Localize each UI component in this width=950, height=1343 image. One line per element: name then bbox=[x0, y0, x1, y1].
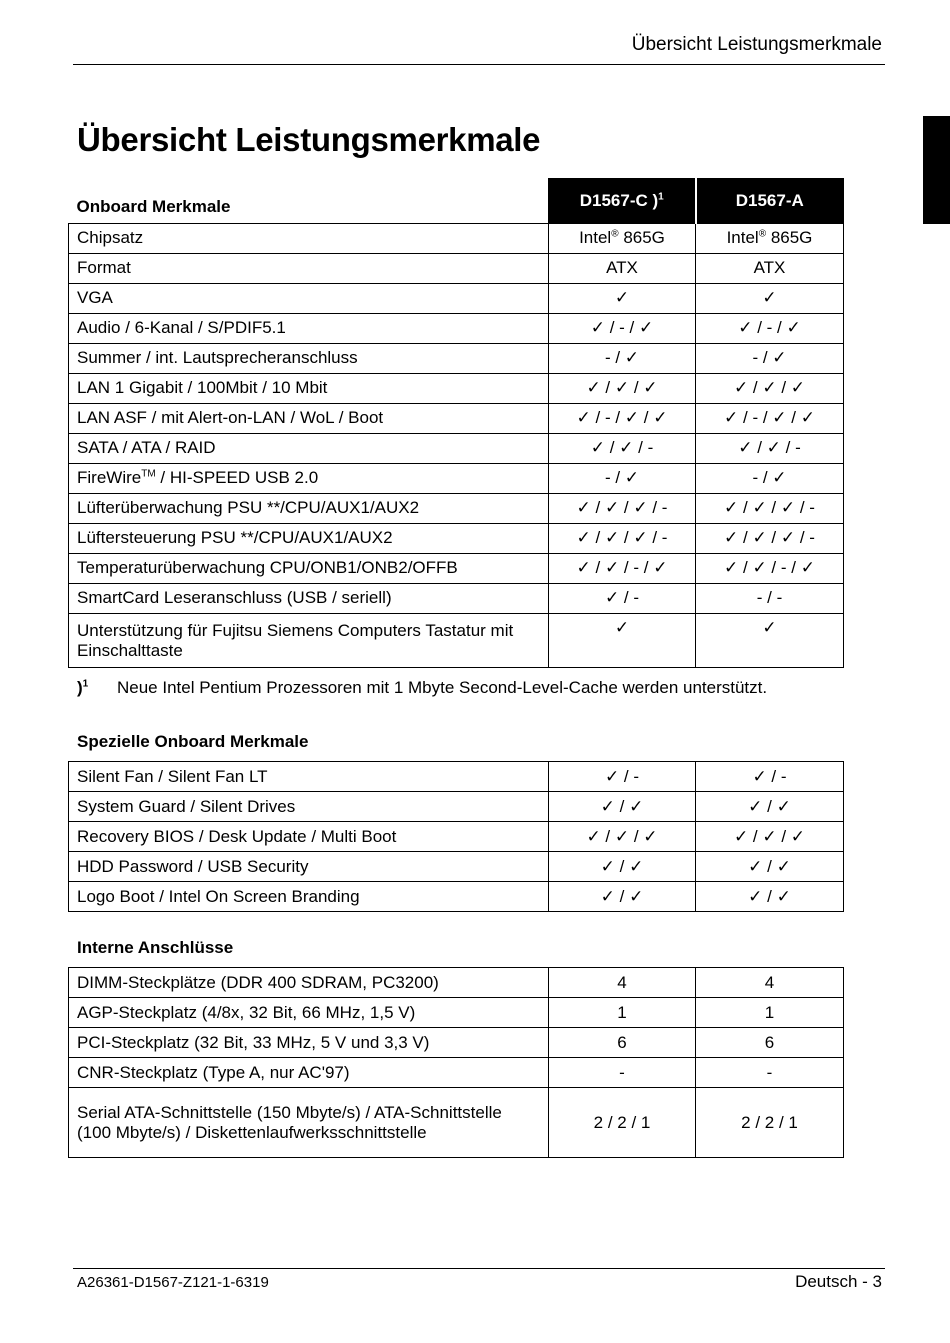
onboard-features-table bbox=[68, 178, 844, 668]
table-row bbox=[69, 223, 844, 253]
feature-cell: HDD Password / USB Security bbox=[69, 852, 549, 882]
footnote-text: Neue Intel Pentium Prozessoren mit 1 Mbyte Second-Level-Cache werden unterstützt. bbox=[117, 678, 768, 697]
value-d1567-c-cell: ✓ / - bbox=[549, 762, 696, 792]
feature-cell: Summer / int. Lautsprecheranschluss bbox=[69, 343, 549, 373]
table-header-row bbox=[69, 179, 844, 224]
value-d1567-c-cell: Intel® 865G bbox=[549, 223, 696, 253]
feature-cell: Logo Boot / Intel On Screen Branding bbox=[69, 882, 549, 912]
feature-cell: Lüftersteuerung PSU **/CPU/AUX1/AUX2 bbox=[69, 523, 549, 553]
value-d1567-a-cell: ✓ / ✓ bbox=[696, 852, 844, 882]
table-row bbox=[69, 792, 844, 822]
table-row bbox=[69, 1088, 844, 1158]
value-d1567-c-cell: ✓ / - / ✓ bbox=[549, 313, 696, 343]
feature-cell: LAN 1 Gigabit / 100Mbit / 10 Mbit bbox=[69, 373, 549, 403]
table-row bbox=[69, 433, 844, 463]
table-row bbox=[69, 583, 844, 613]
chapter-tab-marker bbox=[923, 116, 950, 224]
value-d1567-c-cell: ✓ / ✓ / ✓ / - bbox=[549, 493, 696, 523]
value-d1567-a-cell: 4 bbox=[696, 968, 844, 998]
value-d1567-a-cell: ✓ / ✓ / ✓ bbox=[696, 822, 844, 852]
running-header: Übersicht Leistungsmerkmale bbox=[631, 34, 882, 55]
value-d1567-c-cell: ✓ / ✓ bbox=[549, 792, 696, 822]
document-number: A26361-D1567-Z121-1-6319 bbox=[77, 1274, 269, 1291]
value-d1567-a-cell: 2 / 2 / 1 bbox=[696, 1088, 844, 1158]
value-d1567-c-cell: ATX bbox=[549, 253, 696, 283]
value-d1567-a-cell: ATX bbox=[696, 253, 844, 283]
table-row bbox=[69, 1058, 844, 1088]
table-row bbox=[69, 613, 844, 667]
value-d1567-a-cell: ✓ / ✓ / ✓ / - bbox=[696, 523, 844, 553]
table-row bbox=[69, 493, 844, 523]
value-d1567-a-cell: ✓ bbox=[696, 613, 844, 667]
value-d1567-c-cell: ✓ / ✓ bbox=[549, 882, 696, 912]
value-d1567-a-cell: ✓ / ✓ / ✓ bbox=[696, 373, 844, 403]
footnote bbox=[77, 678, 767, 698]
table-row bbox=[69, 1028, 844, 1058]
column-header-d1567-a: D1567-A bbox=[696, 179, 844, 224]
table-row bbox=[69, 998, 844, 1028]
value-d1567-a-cell: ✓ / ✓ bbox=[696, 882, 844, 912]
table-row bbox=[69, 253, 844, 283]
header-rule bbox=[73, 64, 885, 65]
page-title: Übersicht Leistungsmerkmale bbox=[77, 121, 541, 158]
table-row bbox=[69, 762, 844, 792]
value-d1567-a-cell: ✓ / ✓ bbox=[696, 792, 844, 822]
value-d1567-a-cell: - / ✓ bbox=[696, 343, 844, 373]
value-d1567-a-cell: ✓ / - / ✓ / ✓ bbox=[696, 403, 844, 433]
feature-cell: VGA bbox=[69, 283, 549, 313]
value-d1567-a-cell: - / ✓ bbox=[696, 463, 844, 493]
feature-cell: Lüfterüberwachung PSU **/CPU/AUX1/AUX2 bbox=[69, 493, 549, 523]
table-row bbox=[69, 373, 844, 403]
table-row bbox=[69, 968, 844, 998]
value-d1567-c-cell: ✓ / ✓ / - bbox=[549, 433, 696, 463]
section-heading-onboard: Onboard Merkmale bbox=[76, 196, 231, 216]
value-d1567-a-cell: ✓ / ✓ / - bbox=[696, 433, 844, 463]
table-row bbox=[69, 553, 844, 583]
internal-connectors-table bbox=[68, 967, 844, 1158]
value-d1567-c-cell: ✓ / ✓ / - / ✓ bbox=[549, 553, 696, 583]
table-row bbox=[69, 403, 844, 433]
value-d1567-a-cell: Intel® 865G bbox=[696, 223, 844, 253]
value-d1567-a-cell: ✓ / - bbox=[696, 762, 844, 792]
table-row bbox=[69, 852, 844, 882]
value-d1567-a-cell: ✓ / ✓ / ✓ / - bbox=[696, 493, 844, 523]
feature-cell: AGP-Steckplatz (4/8x, 32 Bit, 66 MHz, 1,5 V) bbox=[69, 998, 549, 1028]
value-d1567-c-cell: 4 bbox=[549, 968, 696, 998]
table-row bbox=[69, 283, 844, 313]
value-d1567-c-cell: - bbox=[549, 1058, 696, 1088]
table-row bbox=[69, 822, 844, 852]
feature-cell: PCI-Steckplatz (32 Bit, 33 MHz, 5 V und 3,3 V) bbox=[69, 1028, 549, 1058]
table-row bbox=[69, 882, 844, 912]
table-row bbox=[69, 313, 844, 343]
feature-cell: LAN ASF / mit Alert-on-LAN / WoL / Boot bbox=[69, 403, 549, 433]
value-d1567-c-cell: ✓ / ✓ / ✓ bbox=[549, 373, 696, 403]
feature-cell: Chipsatz bbox=[69, 223, 549, 253]
value-d1567-a-cell: - bbox=[696, 1058, 844, 1088]
value-d1567-a-cell: ✓ bbox=[696, 283, 844, 313]
value-d1567-c-cell: 2 / 2 / 1 bbox=[549, 1088, 696, 1158]
value-d1567-a-cell: - / - bbox=[696, 583, 844, 613]
value-d1567-c-cell: - / ✓ bbox=[549, 463, 696, 493]
value-d1567-c-cell: - / ✓ bbox=[549, 343, 696, 373]
value-d1567-c-cell: ✓ / - / ✓ / ✓ bbox=[549, 403, 696, 433]
value-d1567-a-cell: 1 bbox=[696, 998, 844, 1028]
feature-cell: Recovery BIOS / Desk Update / Multi Boot bbox=[69, 822, 549, 852]
feature-cell: FireWire™ / HI-SPEED USB 2.0 bbox=[69, 463, 549, 493]
special-features-table bbox=[68, 761, 844, 912]
footnote-mark: )$^1$ bbox=[77, 678, 89, 697]
table-row bbox=[69, 523, 844, 553]
feature-cell: SATA / ATA / RAID bbox=[69, 433, 549, 463]
value-d1567-c-cell: ✓ bbox=[549, 613, 696, 667]
value-d1567-c-cell: ✓ bbox=[549, 283, 696, 313]
feature-cell: Temperaturüberwachung CPU/ONB1/ONB2/OFFB bbox=[69, 553, 549, 583]
footer-rule bbox=[73, 1268, 885, 1269]
feature-cell: DIMM-Steckplätze (DDR 400 SDRAM, PC3200) bbox=[69, 968, 549, 998]
feature-cell: Format bbox=[69, 253, 549, 283]
feature-cell: SmartCard Leseranschluss (USB / seriell) bbox=[69, 583, 549, 613]
feature-cell: Unterstützung für Fujitsu Siemens Computers Tastatur mit Einschalttaste bbox=[69, 613, 549, 667]
value-d1567-c-cell: 6 bbox=[549, 1028, 696, 1058]
value-d1567-a-cell: ✓ / ✓ / - / ✓ bbox=[696, 553, 844, 583]
feature-cell: System Guard / Silent Drives bbox=[69, 792, 549, 822]
feature-cell: Serial ATA-Schnittstelle (150 Mbyte/s) / ATA-Schnittstelle (100 Mbyte/s) / Diskettenlaufwerksschnittstelle bbox=[69, 1088, 549, 1158]
value-d1567-c-cell: ✓ / ✓ bbox=[549, 852, 696, 882]
page-number: Deutsch - 3 bbox=[795, 1272, 882, 1291]
value-d1567-c-cell: ✓ / ✓ / ✓ / - bbox=[549, 523, 696, 553]
column-header-d1567-c: D1567-C )$^1$ bbox=[549, 179, 696, 224]
feature-cell: CNR-Steckplatz (Type A, nur AC'97) bbox=[69, 1058, 549, 1088]
value-d1567-a-cell: ✓ / - / ✓ bbox=[696, 313, 844, 343]
value-d1567-c-cell: ✓ / - bbox=[549, 583, 696, 613]
value-d1567-a-cell: 6 bbox=[696, 1028, 844, 1058]
feature-cell: Audio / 6-Kanal / S/PDIF5.1 bbox=[69, 313, 549, 343]
section-heading-special: Spezielle Onboard Merkmale bbox=[77, 732, 309, 751]
value-d1567-c-cell: 1 bbox=[549, 998, 696, 1028]
table-row bbox=[69, 463, 844, 493]
feature-cell: Silent Fan / Silent Fan LT bbox=[69, 762, 549, 792]
section-heading-internal: Interne Anschlüsse bbox=[77, 938, 234, 957]
value-d1567-c-cell: ✓ / ✓ / ✓ bbox=[549, 822, 696, 852]
table-row bbox=[69, 343, 844, 373]
